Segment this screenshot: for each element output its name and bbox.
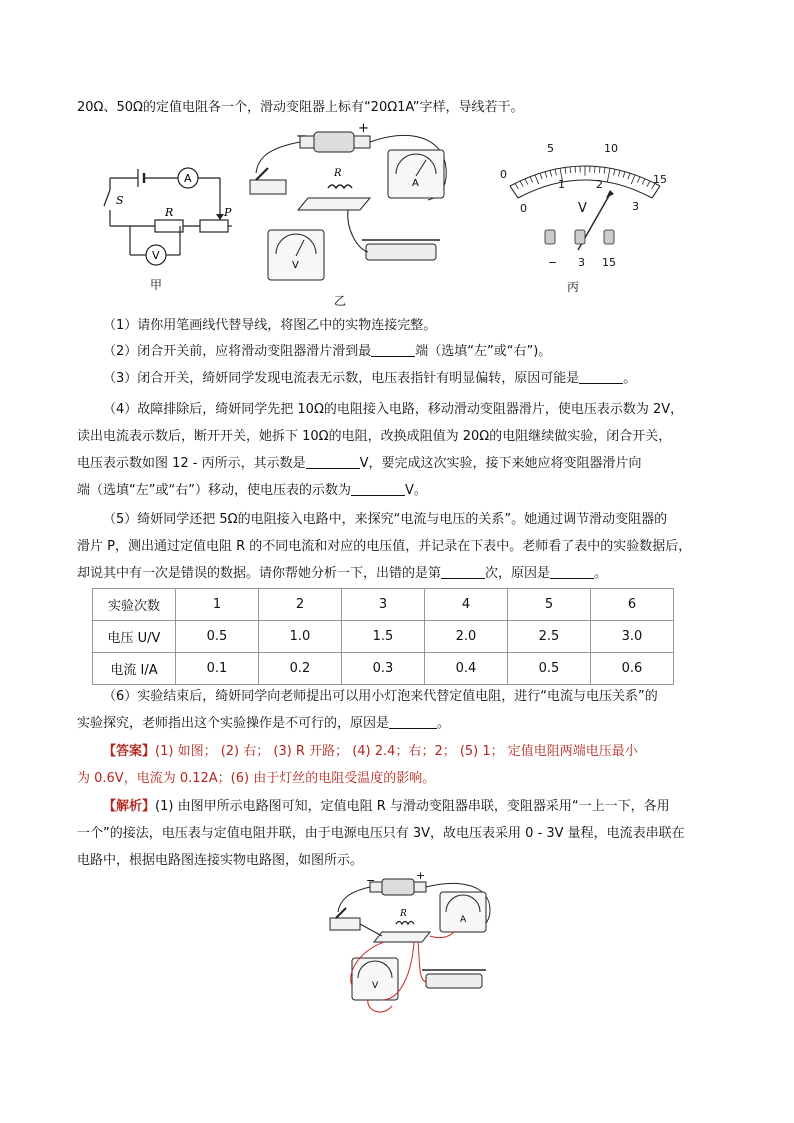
caption-jia: 甲	[150, 278, 163, 292]
dial-tick	[642, 179, 645, 185]
q5-line: 滑片 P，测出通过定值电阻 R 的不同电流和对应的电压值，并记录在下表中。老师看了表中的实验数据后，	[77, 539, 692, 554]
q4-text: V。	[404, 483, 427, 498]
outer-tick-label: 10	[604, 142, 618, 155]
answer-blank[interactable]	[441, 564, 485, 579]
table-cell: 1.0	[259, 621, 342, 653]
dial-tick	[599, 167, 600, 173]
dial-tick	[525, 179, 528, 185]
terminal-post	[604, 230, 614, 244]
resistor-label: R	[400, 909, 407, 919]
resistor-symbol	[155, 220, 183, 232]
voltmeter-label-yi: V	[292, 260, 299, 271]
inner-tick-label: 2	[596, 178, 603, 191]
battery-plus-label: +	[416, 870, 426, 882]
dial-tick	[555, 169, 556, 175]
dial-tick	[604, 167, 605, 173]
q4-text: 端（选填“左”或“右”）移动，使电压表的示数为	[77, 483, 351, 498]
slider-label: P	[224, 206, 232, 219]
table-cell: 0.2	[259, 653, 342, 685]
circuit-diagram-jia	[100, 160, 235, 272]
caption-bing: 丙	[567, 280, 580, 294]
terminal-post	[545, 230, 555, 244]
table-cell: 0.1	[176, 653, 259, 685]
analysis-line	[77, 793, 717, 820]
q5-line: （5）绮妍同学还把 5Ω的电阻接入电路中，来探究“电流与电压的关系”。她通过调节滑动变阻器的	[103, 512, 668, 527]
terminal-label: −	[548, 256, 558, 269]
dial-tick	[652, 186, 660, 198]
resistor-label: R	[165, 206, 174, 219]
switch-label: S	[116, 194, 124, 207]
answer-blank[interactable]	[371, 342, 415, 357]
table-cell: 4	[425, 589, 508, 621]
battery-minus-label: −	[296, 129, 307, 144]
voltmeter-label: V	[152, 249, 160, 262]
dial-tick	[530, 177, 533, 183]
q3-text-end: 。	[623, 371, 637, 386]
q5-text: 次，原因是	[485, 566, 551, 581]
dial-tick	[550, 170, 552, 176]
dial-tick	[623, 172, 625, 178]
dial-tick	[515, 183, 518, 189]
table-cell: 3.0	[591, 621, 674, 653]
dial-tick	[637, 177, 640, 183]
terminal-label: 3	[578, 256, 585, 269]
table-cell: 0.6	[591, 653, 674, 685]
dial-tick	[614, 169, 615, 175]
q5-text: 却说其中有一次是错误的数据。请你帮她分析一下，出错的是第	[77, 566, 442, 581]
question-3	[77, 368, 717, 390]
table-cell: 2.5	[508, 621, 591, 653]
table-cell: 3	[342, 589, 425, 621]
table-cell: 1.5	[342, 621, 425, 653]
voltmeter-dial-bing	[490, 138, 680, 278]
q3-text: （3）闭合开关，绮妍同学发现电流表无示数，电压表指针有明显偏转，原因可能是	[103, 371, 580, 386]
q5-line	[77, 560, 717, 587]
ammeter-label-yi: A	[412, 178, 419, 189]
voltmeter-label: V	[372, 981, 379, 991]
dial-tick	[510, 186, 518, 198]
question-2	[77, 341, 717, 363]
table-row-header: 电流 I/A	[93, 653, 176, 685]
ammeter-label: A	[184, 172, 192, 185]
table-row	[93, 621, 674, 653]
dial-tick	[618, 170, 620, 176]
inner-tick-label: 3	[632, 200, 639, 213]
dial-tick	[565, 167, 566, 173]
answer-section	[77, 738, 717, 792]
battery-minus-label: −	[366, 874, 376, 887]
q4-text: 电压表示数如图 12 - 丙所示，其示数是	[77, 456, 306, 471]
inner-tick-label: 0	[520, 202, 527, 215]
q2-text-end: 端（选填“左”或“右”)。	[415, 344, 552, 359]
dial-tick	[545, 172, 547, 178]
answer-line: 为 0.6V，电流为 0.12A；(6) 由于灯丝的电阻受温度的影响。	[77, 771, 436, 786]
q6-line	[77, 710, 717, 737]
analysis-line: 电路中，根据电路图连接实物电路图，如图所示。	[77, 853, 364, 868]
rheostat-symbol	[200, 220, 228, 232]
answer-blank[interactable]	[550, 564, 594, 579]
q4-line	[77, 477, 717, 504]
answer-blank[interactable]	[389, 714, 437, 729]
terminal-label: 15	[602, 256, 616, 269]
analysis-line: 一个”的接法，电压表与定值电阻并联，由于电源电压只有 3V，故电压表采用 0 - 3V 量程，电流表串联在	[77, 826, 685, 841]
analysis-section	[77, 793, 717, 874]
caption-yi: 乙	[334, 294, 347, 308]
inner-tick-label: 1	[558, 178, 565, 191]
q4-text: V，要完成这次实验，接下来她应将变阻器滑片向	[359, 456, 642, 471]
apparatus-figure-yi	[238, 118, 463, 296]
battery-plus-label: +	[358, 121, 369, 136]
dial-tick	[647, 181, 650, 187]
table-cell: 0.5	[508, 653, 591, 685]
answer-blank[interactable]	[351, 481, 405, 496]
question-6	[77, 683, 717, 737]
table-cell: 2.0	[425, 621, 508, 653]
answer-line	[77, 738, 717, 765]
table-cell: 2	[259, 589, 342, 621]
table-row-header: 实验次数	[93, 589, 176, 621]
outer-tick-label: 0	[500, 168, 507, 181]
question-4	[77, 396, 717, 504]
q5-text: 。	[594, 566, 608, 581]
table-row	[93, 589, 674, 621]
data-table	[92, 588, 674, 685]
question-5	[77, 506, 717, 587]
q4-line	[77, 450, 717, 477]
question-1: （1）请你用笔画线代替导线，将图乙中的实物连接完整。	[103, 318, 437, 333]
q6-text: 。	[437, 716, 451, 731]
answer-blank[interactable]	[306, 454, 360, 469]
answer-apparatus-figure	[322, 870, 497, 1020]
dial-tick	[520, 181, 523, 187]
table-row-header: 电压 U/V	[93, 621, 176, 653]
table-cell: 5	[508, 589, 591, 621]
resistor-label-yi: R	[334, 168, 342, 179]
answer-blank[interactable]	[579, 369, 623, 384]
q4-line: 读出电流表示数后，断开开关，她拆下 10Ω的电阻，改换成阻值为 20Ω的电阻继续做实验，闭合开关，	[77, 429, 672, 444]
intro-text: 20Ω、50Ω的定值电阻各一个，滑动变阻器上标有“20Ω1A”字样，导线若干。	[77, 100, 524, 115]
dial-tick	[570, 167, 571, 173]
outer-tick-label: 5	[547, 142, 554, 155]
table-cell: 0.5	[176, 621, 259, 653]
table-cell: 1	[176, 589, 259, 621]
dial-tick	[631, 175, 635, 184]
analysis-text: (1) 由图甲所示电路图可知，定值电阻 R 与滑动变阻器串联，变阻器采用“一上一下，各用	[155, 799, 670, 814]
outer-tick-label: 15	[653, 173, 667, 186]
dial-tick	[535, 175, 539, 184]
table-cell: 6	[591, 589, 674, 621]
answer-tag: 【答案】	[103, 744, 156, 759]
q4-line: （4）故障排除后，绮妍同学先把 10Ω的电阻接入电路，移动滑动变阻器滑片，使电压表示数为 2V，	[103, 402, 684, 417]
table-row	[93, 653, 674, 685]
q6-line: （6）实验结束后，绮妍同学向老师提出可以用小灯泡来代替定值电阻，进行“电流与电压关系”的	[103, 689, 658, 704]
table-cell: 0.3	[342, 653, 425, 685]
terminal-post	[575, 230, 585, 244]
answer-text: (1) 如图； (2) 右； (3) R 开路； (4) 2.4；右；2； (5) 1； 定值电阻两端电压最小	[155, 744, 638, 759]
ammeter-label: A	[460, 915, 467, 925]
dial-tick	[540, 173, 542, 179]
analysis-tag: 【解析】	[103, 799, 156, 814]
q2-text: （2）闭合开关前，应将滑动变阻器滑片滑到最	[103, 344, 372, 359]
q6-text: 实验探究，老师指出这个实验操作是不可行的，原因是	[77, 716, 390, 731]
dial-unit-label: V	[578, 201, 587, 216]
dial-tick	[607, 168, 610, 182]
switch-blade	[104, 190, 110, 206]
table-cell: 0.4	[425, 653, 508, 685]
dial-tick	[628, 173, 630, 179]
